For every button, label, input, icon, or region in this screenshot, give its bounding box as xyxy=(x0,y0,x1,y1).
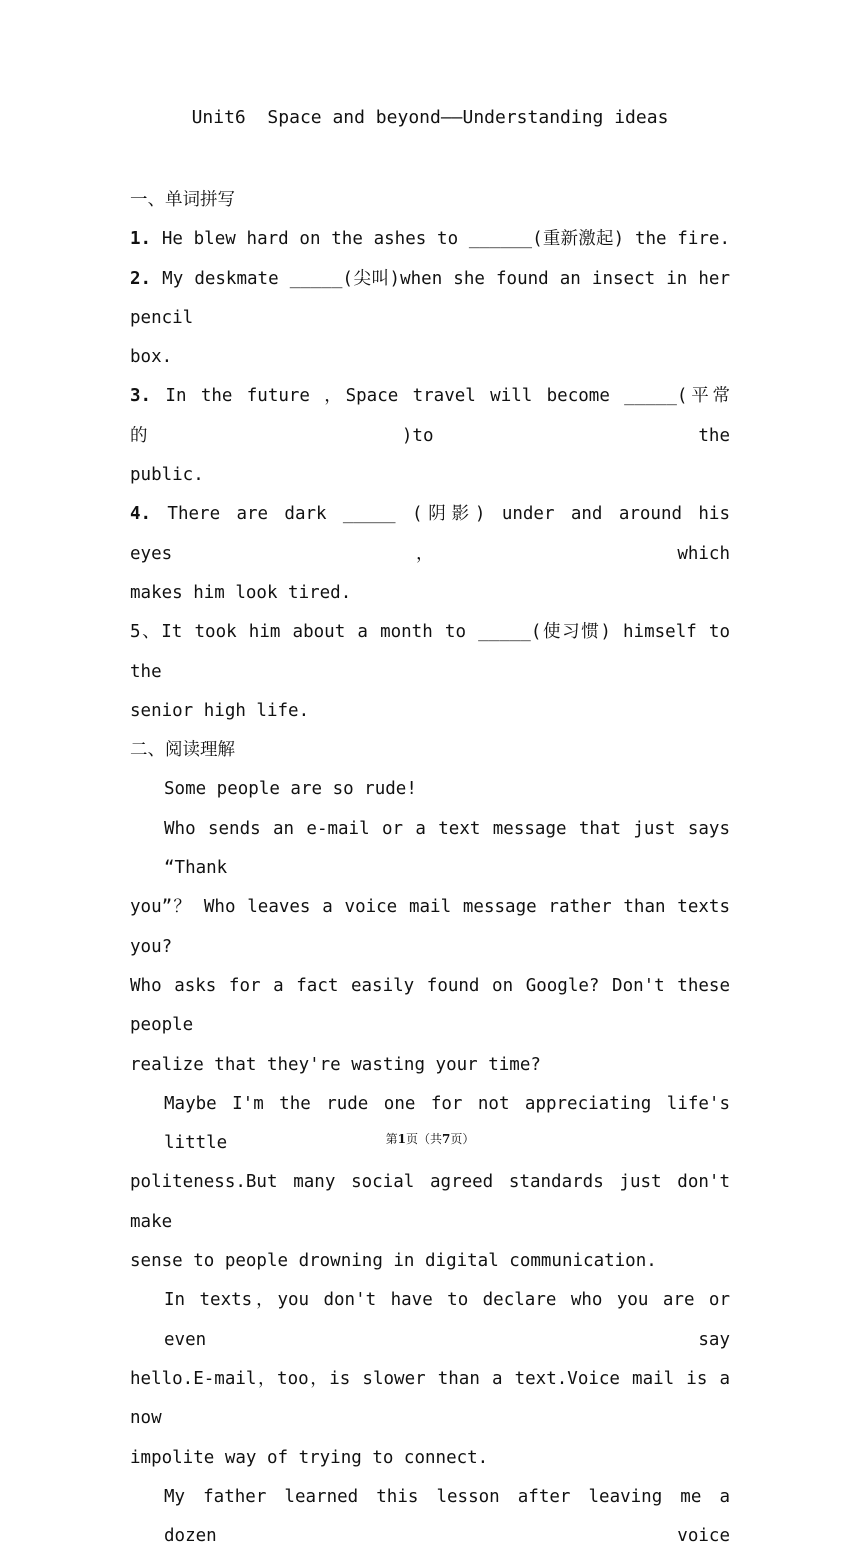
question-3-continued: public. xyxy=(130,465,204,486)
question-number: 4. xyxy=(130,504,152,525)
footer-prefix: 第 xyxy=(385,1132,398,1146)
question-number: 1. xyxy=(130,229,152,250)
document-title: Unit6 Space and beyond——Understanding ideas xyxy=(191,107,669,128)
question-text: My deskmate _____(尖叫)when she found an insect in her pencil xyxy=(130,268,730,328)
passage-paragraph-1-line: Who asks for a fact easily found on Google? Don't these people xyxy=(130,975,730,1036)
passage-paragraph-4-line: My father learned this lesson after leaving me a dozen voice xyxy=(164,1486,730,1547)
passage-paragraph-3-line: In texts，you don't have to declare who you are or even say xyxy=(164,1290,730,1350)
passage-paragraph-1-line: Who sends an e-mail or a text message that just says “Thank xyxy=(164,818,730,879)
document-body xyxy=(130,181,730,1556)
question-5-continued: senior high life. xyxy=(130,700,310,721)
passage-paragraph-2-line: sense to people drowning in digital communication. xyxy=(130,1251,657,1272)
passage-paragraph-1-line: realize that they're wasting your time? xyxy=(130,1054,541,1075)
question-3 xyxy=(130,377,730,456)
question-number: 3. xyxy=(130,386,152,407)
footer-suffix: 页） xyxy=(450,1132,475,1146)
passage-heading: Some people are so rude! xyxy=(164,779,417,800)
passage-paragraph-2-line: politeness.But many social agreed standards just don't make xyxy=(130,1172,730,1232)
question-text: There are dark _____ (阴影) under and around his eyes，which xyxy=(130,504,730,564)
question-4 xyxy=(130,495,730,574)
question-2 xyxy=(130,260,730,339)
passage-paragraph-2-line: Maybe I'm the rude one for not appreciating life's little xyxy=(164,1093,730,1154)
passage-paragraph-3-line: hello.E-mail，too，is slower than a text.Voice mail is a now xyxy=(130,1368,730,1429)
question-text: In the future ，Space travel will become _____(平常的)to the xyxy=(130,386,730,446)
footer-total-pages: 7 xyxy=(442,1132,451,1146)
footer-middle: 页（共 xyxy=(405,1132,442,1146)
question-5: 5、It took him about a month to _____(使习惯) himself to the xyxy=(130,622,730,682)
footer-page-number: 1 xyxy=(397,1132,406,1146)
question-2-continued: box. xyxy=(130,347,173,368)
section1-heading: 一、单词拼写 xyxy=(130,190,235,210)
question-1 xyxy=(130,220,730,259)
page-footer xyxy=(0,1130,860,1148)
passage-paragraph-3-line: impolite way of trying to connect. xyxy=(130,1447,489,1468)
section2-heading: 二、阅读理解 xyxy=(130,740,235,761)
question-number: 2. xyxy=(130,268,152,289)
passage-paragraph-1-line: you”？ Who leaves a voice mail message rather than texts you? xyxy=(130,897,730,957)
question-4-continued: makes him look tired. xyxy=(130,582,352,603)
question-text: He blew hard on the ashes to ______(重新激起) the fire. xyxy=(151,229,730,250)
